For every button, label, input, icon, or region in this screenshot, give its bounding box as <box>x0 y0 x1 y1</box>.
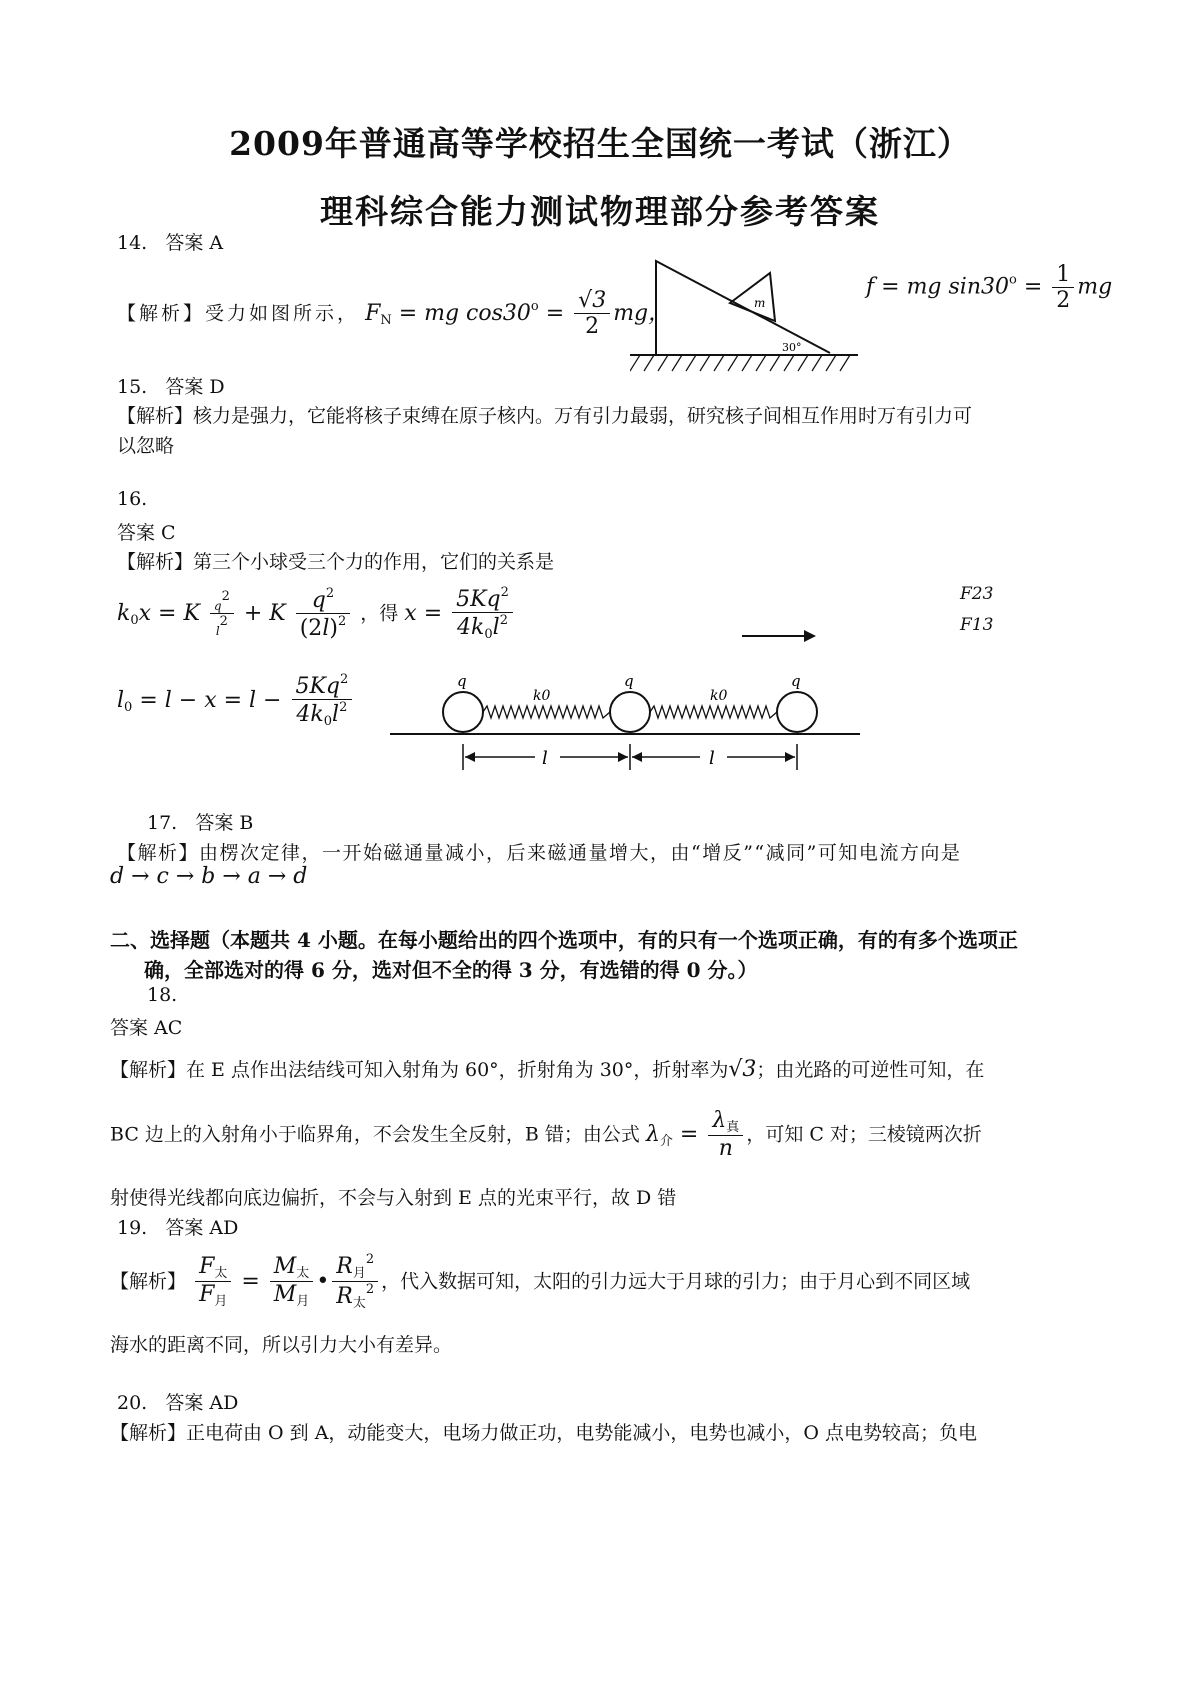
fig-mass-label: m <box>754 296 766 310</box>
q19-analysis-2: 海水的距离不同，所以引力大小有差异。 <box>110 1334 453 1356</box>
q15-analysis-1: 【解析】核力是强力，它能将核子束缚在原子核内。万有引力最弱，研究核子间相互作用时万有引力可 <box>117 405 973 427</box>
q14-formula-f: f = mg $\sin 30^o$ = $\frac{1}{2}$ mg <box>866 262 1113 313</box>
q18-answer: 答案 AC <box>110 1017 183 1039</box>
label-f23: F23 <box>960 584 994 604</box>
q17-answer: 17. 答案 B <box>147 812 254 834</box>
fig-q-2: q <box>624 672 634 690</box>
q16-answer: 答案 C <box>117 522 176 544</box>
q17-current-path: d → c → b → a → d <box>110 864 308 889</box>
incline-figure <box>630 255 860 380</box>
q18-analysis-2: BC 边上的入射角小于临界角，不会发生全反射，B 错；由公式 $\lambda_介$ = $\frac{\lambda_真}{n}$ ，可知 C 对；三棱镜两次折 <box>110 1108 982 1161</box>
q15-answer: 15. 答案 D <box>117 376 225 398</box>
q19-answer: 19. 答案 AD <box>117 1217 239 1239</box>
page-title: 2009年普通高等学校招生全国统一考试（浙江） <box>229 124 971 163</box>
fig-q-1: q <box>457 672 467 690</box>
q18-analysis-3: 射使得光线都向底边偏折，不会与入射到 E 点的光束平行，故 D 错 <box>110 1187 677 1209</box>
q15-analysis-2: 以忽略 <box>117 435 175 457</box>
spring-figure <box>385 660 865 780</box>
q14-analysis: 【解析】受力如图所示， $F_N$ = mg $\cos 30^o$ = $\frac{√3}{2}$ mg， <box>117 288 671 339</box>
q16-equation-2: $l_0 = l - x = l$ − $\frac{5Kq^2}{4k_0l^2}$ <box>117 672 355 729</box>
q20-analysis: 【解析】正电荷由 O 到 A，动能变大，电场力做正功，电势能减小，电势也减小，O 点电势较高；负电 <box>110 1422 978 1444</box>
arrow-right <box>740 626 820 646</box>
section2-heading-1: 二、选择题（本题共 4 小题。在每小题给出的四个选项中，有的只有一个选项正确，有的有多个选项正 <box>110 928 1018 952</box>
q16-analysis: 【解析】第三个小球受三个力的作用，它们的关系是 <box>117 551 555 573</box>
q14-answer: 14. 答案 A <box>117 232 224 254</box>
q17-analysis: 【解析】由楞次定律，一开始磁通量减小，后来磁通量增大，由“增反”“减同”可知电流方向是 <box>117 842 962 864</box>
fig-l-2: l <box>709 748 715 769</box>
label-f13: F13 <box>960 615 994 635</box>
q20-answer: 20. 答案 AD <box>117 1392 239 1414</box>
fig-angle-label: 30° <box>782 341 802 354</box>
fig-q-3: q <box>791 672 801 690</box>
q19-analysis-1: 【解析】 $\frac{F_太}{F_月}$ = $\frac{M_太}{M_月}$ • $\frac{R_月^2}{R_太^2}$ ，代入数据可知，太阳的引力远大于月球的引力；由于月心到不同区域 <box>110 1252 971 1311</box>
fig-k0-2: k0 <box>710 688 728 704</box>
page-subtitle: 理科综合能力测试物理部分参考答案 <box>320 192 880 231</box>
section2-heading-2: 确，全部选对的得 6 分，选对但不全的得 3 分，有选错的得 0 分。） <box>144 958 758 982</box>
fig-l-1: l <box>542 748 548 769</box>
fig-k0-1: k0 <box>533 688 551 704</box>
q16-num: 16. <box>117 488 148 510</box>
q18-num: 18. <box>147 984 178 1006</box>
q18-analysis-1: 【解析】在 E 点作出法结线可知入射角为 60°，折射角为 30°，折射率为√3；由光路的可逆性可知，在 <box>110 1057 985 1082</box>
q16-equation-1: $k_0x = K$ $\frac{q2}{l2}$ + K $\frac{q^2}{(2l)^2}$ ，得 x = $\frac{5Kq^2}{4k_0l^2}$ <box>117 585 516 642</box>
q14-formula-fn: $F_N$ = mg $\cos 30^o$ = $\frac{√3}{2}$ mg， <box>365 288 671 339</box>
